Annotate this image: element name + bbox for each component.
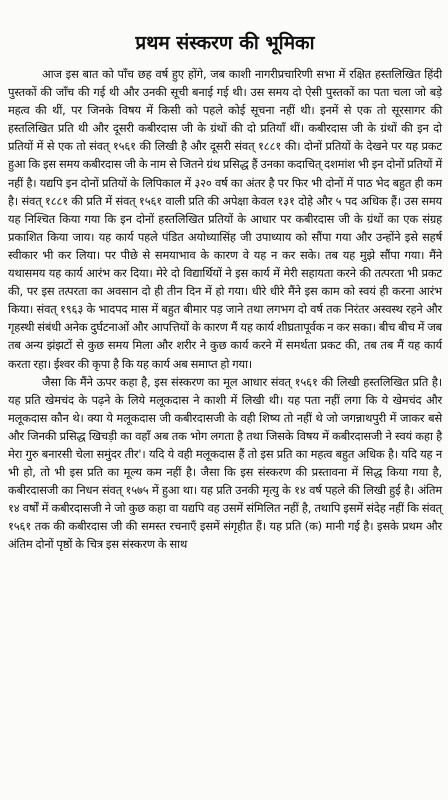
page-title: प्रथम संस्करण की भूमिका bbox=[135, 32, 315, 54]
paragraph-2: जैसा कि मैंने ऊपर कहा है, इस संस्करण का मूल आधार संवत् १५६१ की लिखी हस्तलिखित प्रति है। यह प्रति खेमचंद के पढ़ने के लिये मलूकदास ने काशी में लिखी थी। यह पता नहीं लगा कि ये खेमचंद और मलूकदास कौन थे। क्या ये मलूकदास जी कबीरदासजी के वही शिष्य तो नहीं थे जो जगन्नाथपुरी में जाकर बसे और जिनकी प्रसिद्ध खिचड़ी का वहाँ अब तक भोग लगता है तथा जिसके विषय में कबीरदासजी ने स्वयं कहा है मेरा गुरु बनारसी चेला समुंदर तीर'। यदि ये वही मलूकदास हैं तो इस प्रति का महत्व बहुत अधिक है। यदि यह न भी हो, तो भी इस प्रति का मूल्य कम नहीं है। जैसा कि इस संस्करण की प्रस्तावना में सिद्ध किया गया है, कबीरदासजी का निधन संवत् १५७५ में हुआ था। यह प्रति उनकी मृत्यु के १४ वर्ष पहले की लिखी हुई है। अंतिम १४ वर्षों में कबीरदासजी ने जो कुछ कहा वा यद्यपि वह उसमें संमिलित नहीं है, तथापि इसमें संदेह नहीं कि संवत् १५६१ तक की कबीरदास जी की समस्त रचनाएँ इसमें संगृहीत हैं। यह प्रति (क) मानी गई है। इसके प्रथम और अंतिम दोनों पृष्ठों के चित्र इस संस्करण के साथ bbox=[8, 374, 442, 552]
paragraph-1: आज इस बात को पाँच छह वर्ष हुए होंगे, जब काशी नागरीप्रचारिणी सभा में रक्षित हस्तलिखित हिंदी पुस्तकों की जाँच की गई थी और उनकी सूची बनाई गई थी। उस समय दो ऐसी पुस्तकों का पता चला जो बड़े महत्व की थीं, पर जिनके विषय में किसी को पहले कोई सूचना नहीं थी। इनमें से एक तो सूरसागर की हस्तलिखित प्रति थी और दूसरी कबीरदास जी के ग्रंथों की दो प्रतियाँ थीं। कबीरदास जी के ग्रंथों की इन दो प्रतियों में से एक तो संवत् १५६१ की लिखी है और दूसरी संवत् १८८१ की। दोनों प्रतियों के देखने पर यह प्रकट हुआ कि इस समय कबीरदास जी के नाम से जितने ग्रंथ प्रसिद्ध हैं उनका कदाचित् दशमांश भी इन दोनों प्रतियों में नहीं है। यद्यपि इन दोनों प्रतियों के लिपिकाल में ३२० वर्ष का अंतर है पर फिर भी दोनों में पाठ भेद बहुत ही कम है। संवत् १८८१ की प्रति में संवत् १५६१ वाली प्रति की अपेक्षा केवल १३१ दोहे और ५ पद अधिक हैं। उस समय यह निश्चित किया गया कि इन दोनों हस्तलिखित प्रतियों के आधार पर कबीरदास जी के ग्रंथों का एक संग्रह प्रकाशित किया जाय। यह कार्य पहले पंडित अयोध्यासिंह जी उपाध्याय को सौंपा गया और उन्होंने इसे सहर्ष स्वीकार भी कर लिया। पर पीछे से समयाभाव के कारण वे यह न कर सके। तब यह मुझे सौंपा गया। मैंने यथासमय यह कार्य आरंभ कर दिया। मेरे दो विद्यार्थियों ने इस कार्य में मेरी सहायता करने की तत्परता भी प्रकट की, पर इस तत्परता का अवसान दो ही तीन दिन में हो गया। धीरे धीरे मैंने इस काम को स्वयं ही करना आरंभ किया। संवत् १९६३ के भादपद मास में बहुत बीमार पड़ जाने तथा लगभग दो वर्ष तक निरंतर अस्वस्थ रहने और गृहस्थी संबंधी अनेक दुर्घटनाओं और आपत्तियों के कारण मैं यह कार्य शीघ्रतापूर्वक न कर सका। बीच बीच में जब तब अन्य झंझटों से कुछ समय मिला और शरीर ने कुछ कार्य करने में समर्थता प्रकट की, तब तब मैं यह कार्य करता रहा। ईश्वर की कृपा है कि यह कार्य अब समाप्त हो गया। bbox=[8, 67, 442, 371]
